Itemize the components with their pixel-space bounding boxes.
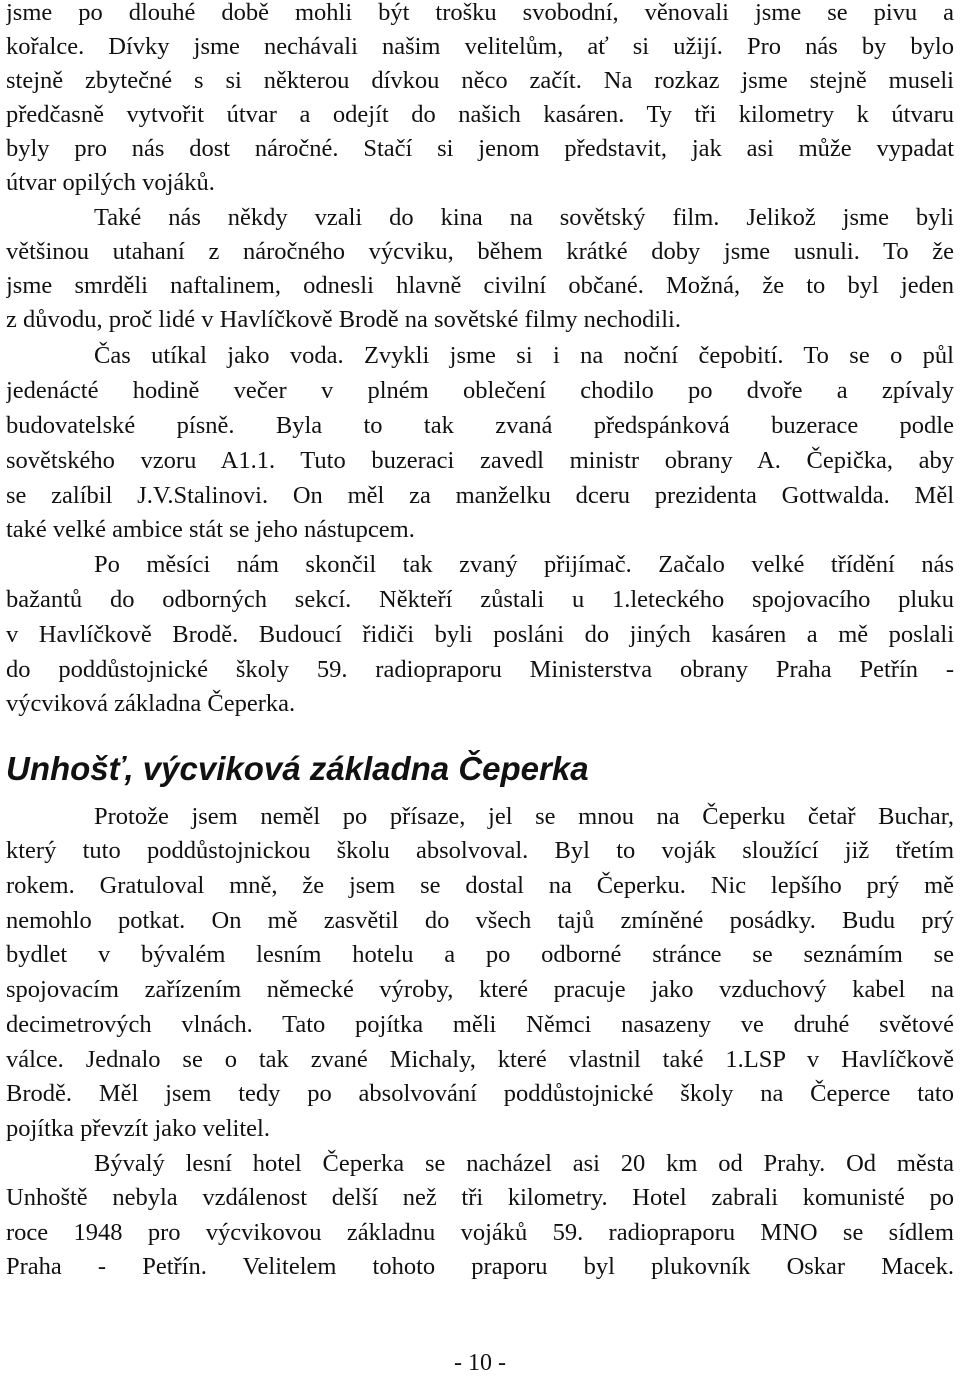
- text-line: stejně zbytečné s si některou dívkou něco začít. Na rozkaz jsme stejně museli: [6, 67, 954, 94]
- text-line: se zalíbil J.V.Stalinovi. On měl za manželku dceru prezidenta Gottwalda. Měl: [6, 482, 954, 509]
- text-line: rokem. Gratuloval mně, že jsem se dostal na Čeperku. Nic lepšího prý mě: [6, 872, 954, 899]
- text-line: do poddůstojnické školy 59. radiopraporu Ministerstva obrany Praha Petřín -: [6, 656, 954, 683]
- text-line: Unhoště nebyla vzdálenost delší než tři kilometry. Hotel zabrali komunisté po: [6, 1184, 954, 1211]
- text-line: Praha - Petřín. Velitelem tohoto praporu byl plukovník Oskar Macek.: [6, 1253, 954, 1280]
- text-line: roce 1948 pro výcvikovou základnu vojáků 59. radiopraporu MNO se sídlem: [6, 1219, 954, 1246]
- text-line: budovatelské písně. Byla to tak zvaná předspánková buzerace podle: [6, 412, 954, 439]
- text-line: z důvodu, proč lidé v Havlíčkově Brodě na sovětské filmy nechodili.: [6, 306, 681, 333]
- text-line: nemohlo potkat. On mě zasvětil do všech tajů zmíněné posádky. Budu prý: [6, 907, 954, 934]
- text-line: také velké ambice stát se jeho nástupcem.: [6, 516, 415, 543]
- page-number: - 10 -: [454, 1350, 506, 1376]
- text-line: výcviková základna Čeperka.: [6, 690, 296, 717]
- text-line: bažantů do odborných sekcí. Někteří zůstali u 1.leteckého spojovacího pluku: [6, 586, 954, 613]
- text-line: Protože jsem neměl po přísaze, jel se mnou na Čeperku četař Buchar,: [94, 803, 954, 830]
- text-line: decimetrových vlnách. Tato pojítka měli Němci nasazeny ve druhé světové: [6, 1011, 954, 1038]
- text-line: který tuto poddůstojnickou školu absolvoval. Byl to voják sloužící již třetím: [6, 837, 954, 864]
- text-line: jsme po dlouhé době mohli být trošku svobodní, věnovali jsme se pivu a: [6, 0, 954, 26]
- text-line: byly pro nás dost náročné. Stačí si jenom představit, jak asi může vypadat: [6, 135, 954, 162]
- text-line: Bývalý lesní hotel Čeperka se nacházel asi 20 km od Prahy. Od města: [94, 1150, 954, 1177]
- text-line: Po měsíci nám skončil tak zvaný přijímač. Začalo velké třídění nás: [94, 551, 954, 578]
- text-line: Také nás někdy vzali do kina na sovětský film. Jelikož jsme byli: [94, 204, 954, 231]
- text-line: většinou utahaní z náročného výcviku, během krátké doby jsme usnuli. To že: [6, 238, 954, 265]
- text-line: jedenácté hodině večer v plném oblečení chodilo po dvoře a zpívaly: [6, 377, 954, 404]
- text-line: jsme smrděli naftalinem, odnesli hlavně civilní občané. Možná, že to byl jeden: [6, 272, 954, 299]
- text-line: spojovacím zařízením německé výroby, které pracuje jako vzduchový kabel na: [6, 976, 954, 1003]
- text-line: bydlet v bývalém lesním hotelu a po odborné stránce se seznámím se: [6, 941, 954, 968]
- text-line: válce. Jednalo se o tak zvané Michaly, které vlastnil také 1.LSP v Havlíčkově: [6, 1046, 954, 1073]
- text-line: předčasně vytvořit útvar a odejít do našich kasáren. Ty tři kilometry k útvaru: [6, 101, 954, 128]
- section-heading: Unhošť, výcviková základna Čeperka: [6, 750, 589, 787]
- text-line: v Havlíčkově Brodě. Budoucí řidiči byli posláni do jiných kasáren a mě poslali: [6, 621, 954, 648]
- text-line: kořalce. Dívky jsme nechávali našim velitelům, ať si užijí. Pro nás by bylo: [6, 33, 954, 60]
- text-line: Čas utíkal jako voda. Zvykli jsme si i na noční čepobití. To se o půl: [94, 342, 954, 369]
- text-line: útvar opilých vojáků.: [6, 169, 215, 196]
- text-line: sovětského vzoru A1.1. Tuto buzeraci zavedl ministr obrany A. Čepička, aby: [6, 447, 954, 474]
- text-line: pojítka převzít jako velitel.: [6, 1115, 270, 1142]
- text-line: Brodě. Měl jsem tedy po absolvování poddůstojnické školy na Čeperce tato: [6, 1080, 954, 1107]
